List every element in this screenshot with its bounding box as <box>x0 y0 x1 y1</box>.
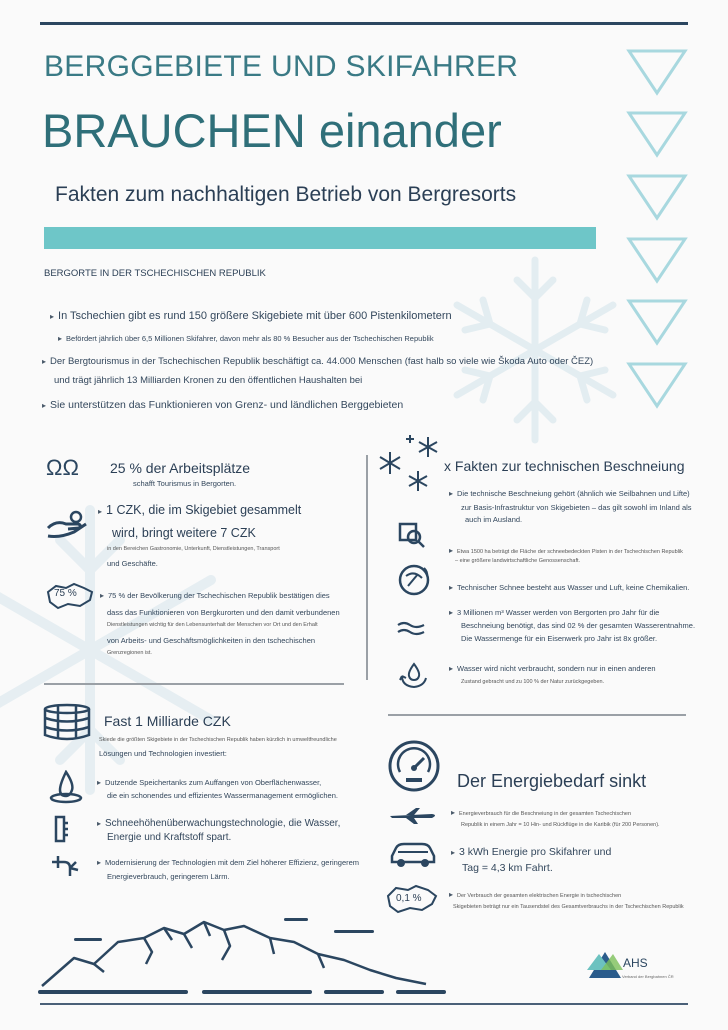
triangle-icon <box>626 48 688 96</box>
triangle-icon <box>626 110 688 158</box>
bottom-rule <box>40 1003 688 1005</box>
water-cycle-icon <box>398 658 430 690</box>
pct-line-1: ▸ 75 % der Bevölkerung der Tschechischen Republik bestätigen dies <box>100 591 330 600</box>
tanks-line-1: ▸ Dutzende Speichertanks zum Auffangen von Oberflächenwasser, <box>97 778 321 787</box>
logo-tagline: Verband der Bergbahnen ČR <box>622 974 674 979</box>
bullet-budget: und trägt jährlich 13 Milliarden Kronen zu den öffentlichen Haushalten bei <box>54 375 363 386</box>
water-drop-icon <box>48 770 84 804</box>
bullet-ski-areas: ▸ In Tschechien gibt es rund 150 größere Skigebiete mit über 600 Pistenkilometern <box>50 310 452 322</box>
energy-3-line-2: Skigebieten beträgt nur ein Tausendstel des Gesamtverbrauchs in der Tschechischen Republik <box>453 904 684 910</box>
snow-line-1: ▸ Schneehöhenüberwachungstechnologie, die Wasser, <box>97 818 340 829</box>
billion-sub-1: Skiede die größten Skigebiete in der Tschechischen Republik haben kürzlich in umweltfreundliche <box>99 737 337 743</box>
tech-1-line-3: auch im Ausland. <box>465 515 523 524</box>
car-icon <box>388 838 438 868</box>
billion-title: Fast 1 Milliarde CZK <box>104 713 231 729</box>
triangle-icon <box>626 173 688 221</box>
energy-2-line-1: ▸ 3 kWh Energie pro Skifahrer und <box>451 846 611 858</box>
gauge-icon <box>386 738 442 794</box>
ahs-logo-icon <box>585 948 625 982</box>
tech-4-line-3: Die Wassermenge für ein Eisenwerk pro Jahr ist 8x größer. <box>461 634 658 643</box>
tech-4-line-2: Beschneiung benötigt, das sind 02 % der gesamten Wasserentnahme. <box>461 621 696 630</box>
modern-line-1: ▸ Modernisierung der Technologien mit dem Ziel höherer Effizienz, geringerem <box>97 858 359 867</box>
energy-title: Der Energiebedarf sinkt <box>457 771 647 791</box>
pct-line-3: Dienstleistungen wichtig für den Lebensunterhalt der Menschen vor Ort und den Erhalt <box>107 622 318 628</box>
airplane-icon <box>388 806 438 826</box>
mountains-illustration <box>34 908 454 998</box>
czk-title-1: ▸ 1 CZK, die im Skigebiet gesammelt <box>98 503 301 517</box>
logo-name: AHS <box>623 956 648 970</box>
database-icon <box>40 703 94 741</box>
tech-3: ▸ Technischer Schnee besteht aus Wasser und Luft, keine Chemikalien. <box>449 583 689 592</box>
tech-title: x Fakten zur technischen Beschneiung <box>444 458 685 474</box>
czk-title-2: wird, bringt weitere 7 CZK <box>112 526 256 540</box>
pct-line-2: dass das Funktionieren von Bergkurorten und den damit verbundenen <box>107 608 340 617</box>
energy-pct-badge: 0,1 % <box>396 893 422 904</box>
tech-2-line-1: ▸ Etwa 1500 ha beträgt die Fläche der schneebedeckten Pisten in der Tschechischen Republik <box>449 546 683 555</box>
tanks-line-2: die ein schonendes und effizientes Wassermanagement ermöglichen. <box>107 791 338 800</box>
pct-badge: 75 % <box>54 588 77 599</box>
search-area-icon <box>398 522 426 548</box>
snow-line-2: Energie und Kraftstoff spart. <box>107 832 232 843</box>
top-rule <box>40 22 688 25</box>
bullet-border-regions: ▸ Sie unterstützen das Funktionieren von Grenz- und ländlichen Berggebieten <box>42 399 403 411</box>
triangle-icon <box>626 298 688 346</box>
tech-4-line-1: ▸ 3 Millionen m³ Wasser werden von Bergorten pro Jahr für die <box>449 608 659 617</box>
energy-2-line-2: Tag = 4,3 km Fahrt. <box>462 862 553 874</box>
triangle-icon <box>626 361 688 409</box>
triangle-icon <box>626 236 688 284</box>
snowflakes-icon <box>372 433 442 493</box>
tech-2-line-2: – eine größere landwirtschaftliche Genossenschaft. <box>455 558 581 564</box>
tech-1-line-2: zur Basis-Infrastruktur von Skigebieten – das gilt sowohl im Inland als <box>461 503 692 512</box>
omega-icon: ΩΩ <box>46 455 79 480</box>
tech-5-line-2: Zustand gebracht und zu 100 % der Natur zurückgegeben. <box>461 679 605 685</box>
column-divider <box>366 455 368 680</box>
title-line-1: BERGGEBIETE UND SKIFAHRER <box>44 50 519 83</box>
snow-gauge-icon <box>50 815 78 843</box>
subtitle: Fakten zum nachhaltigen Betrieb von Bergresorts <box>55 183 517 206</box>
energy-3-line-1: ▸ Der Verbrauch der gesamten elektrischen Energie in tschechischen <box>449 890 621 899</box>
recycle-globe-icon <box>394 562 434 598</box>
czk-sub-2: und Geschäfte. <box>107 559 158 568</box>
snowflake-decoration-right <box>440 255 630 445</box>
hand-coin-icon <box>46 510 90 540</box>
left-divider <box>44 683 344 685</box>
right-divider <box>388 714 686 716</box>
pct-line-5: Grenzregionen ist. <box>107 650 152 656</box>
jobs-sub: schafft Tourismus in Bergorten. <box>133 479 237 488</box>
billion-sub-2: Lösungen und Technologien investiert: <box>99 749 227 758</box>
plug-icon <box>48 852 82 882</box>
title-line-2: BRAUCHEN einander <box>42 104 502 157</box>
bullet-skiers: ▸ Befördert jährlich über 6,5 Millionen Skifahrer, davon mehr als 80 % Besucher aus der Tschechischen Republik <box>58 334 434 343</box>
energy-1-line-1: ▸ Energieverbrauch für die Beschneiung in der gesamten Tschechischen <box>451 808 631 817</box>
czk-sub-1: in den Bereichen Gastronomie, Unterkunft, Dienstleistungen, Transport <box>107 546 280 552</box>
section-label: BERGORTE IN DER TSCHECHISCHEN REPUBLIK <box>44 268 266 279</box>
energy-1-line-2: Republik in einem Jahr = 10 Hin- und Rückflüge in die Karibik (für 200 Personen). <box>461 822 660 828</box>
pct-line-4: von Arbeits- und Geschäftsmöglichkeiten in den tschechischen <box>107 636 316 645</box>
jobs-title: 25 % der Arbeitsplätze <box>110 460 251 476</box>
tech-5-line-1: ▸ Wasser wird nicht verbraucht, sondern nur in einen anderen <box>449 664 656 673</box>
teal-banner <box>44 227 596 249</box>
modern-line-2: Energieverbrauch, geringerem Lärm. <box>107 872 230 881</box>
water-waves-icon <box>396 620 428 638</box>
bullet-employment: ▸ Der Bergtourismus in der Tschechischen Republik beschäftigt ca. 44.000 Menschen (fast halb so viele wie Škoda Auto oder ČEZ) <box>42 356 593 367</box>
tech-1-line-1: ▸ Die technische Beschneiung gehört (ähnlich wie Seilbahnen und Lifte) <box>449 489 690 498</box>
